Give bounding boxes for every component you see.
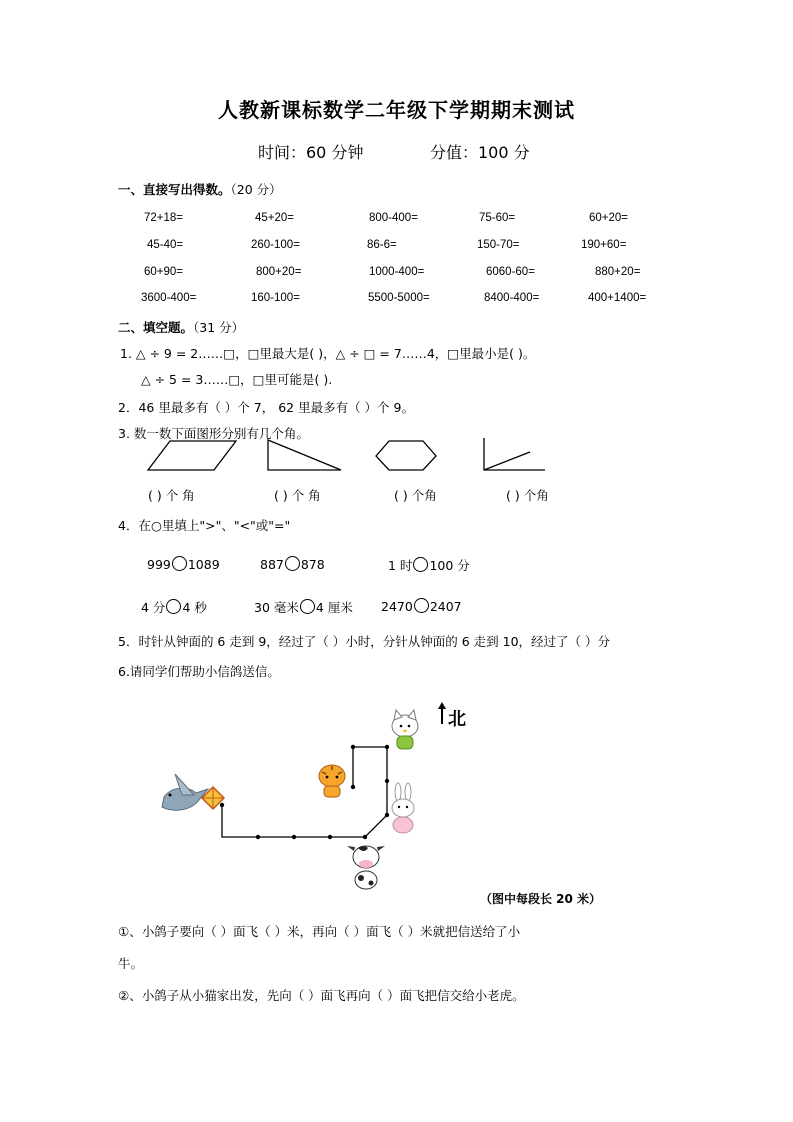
question-6: 6.请同学们帮助小信鸽送信。 xyxy=(118,664,280,679)
question-2: 2．46 里最多有（ ）个 7， 62 里最多有（ ）个 9。 xyxy=(118,400,414,415)
calc-item: 45-40= xyxy=(147,239,184,251)
calc-item: 60+20= xyxy=(589,212,629,224)
compare-circle xyxy=(285,556,300,571)
calc-item: 400+1400= xyxy=(588,292,647,304)
segment-note: （图中每段长 20 米） xyxy=(480,892,602,906)
tiger-icon xyxy=(319,765,345,797)
compare-left: 1 时 xyxy=(388,558,413,573)
calc-item: 1000-400= xyxy=(369,266,425,278)
compare-item xyxy=(388,556,470,574)
calc-item: 6060-60= xyxy=(486,266,535,278)
calc-item: 150-70= xyxy=(477,239,520,251)
right-triangle-shape xyxy=(268,440,341,470)
compare-left: 30 毫米 xyxy=(254,600,299,615)
compare-circle xyxy=(413,557,428,572)
compare-right: 878 xyxy=(300,557,325,572)
calc-item: 3600-400= xyxy=(141,292,197,304)
calc-item: 260-100= xyxy=(251,239,300,251)
compare-left: 999 xyxy=(147,557,171,572)
question-4: 4．在○里填上">"、"<"或"=" xyxy=(118,518,291,533)
route-dots xyxy=(220,745,389,839)
section2-title: 二、填空题。 xyxy=(118,320,194,335)
north-arrowhead-icon xyxy=(438,702,446,709)
section2-points: （31 分） xyxy=(193,320,245,335)
cat-icon xyxy=(392,710,418,749)
section1-title: 一、直接写出得数。 xyxy=(118,182,231,197)
compare-item xyxy=(141,598,207,616)
compare-left: 2470 xyxy=(381,599,413,614)
calc-item: 60+90= xyxy=(144,266,184,278)
question-1-line2: △ ÷ 5 = 3……□，□里可能是( ). xyxy=(141,372,333,387)
compare-item xyxy=(260,556,325,572)
rabbit-icon xyxy=(392,783,414,833)
calc-item: 8400-400= xyxy=(484,292,540,304)
calc-item: 75-60= xyxy=(479,212,516,224)
compare-right: 4 秒 xyxy=(182,600,207,615)
calc-item: 45+20= xyxy=(255,212,295,224)
time-info: 时间：60 分钟 xyxy=(258,143,364,162)
shape-answer: ( ) 个 角 xyxy=(274,488,321,503)
compare-right: 2407 xyxy=(429,599,462,614)
compare-circle xyxy=(172,556,187,571)
compare-circle xyxy=(166,599,181,614)
shape-answer: ( ) 个角 xyxy=(506,488,549,503)
compare-left: 887 xyxy=(260,557,284,572)
hexagon-shape xyxy=(376,441,436,470)
angle-shape xyxy=(484,438,545,470)
compare-item xyxy=(147,556,220,572)
angle-ray xyxy=(484,452,530,470)
compare-item xyxy=(254,598,353,616)
section1-heading xyxy=(118,180,282,198)
calc-item: 5500-5000= xyxy=(368,292,430,304)
calc-item: 190+60= xyxy=(581,239,627,251)
calc-item: 72+18= xyxy=(144,212,184,224)
calc-item: 800+20= xyxy=(256,266,302,278)
section2-heading xyxy=(118,318,244,336)
question-6-part1: ①、小鸽子要向（ ）面飞（ ）米，再向（ ）面飞（ ）米就把信送给了小 xyxy=(118,924,521,939)
parallelogram-shape xyxy=(148,441,236,470)
compare-right: 1089 xyxy=(187,557,220,572)
pigeon-icon xyxy=(162,774,208,810)
compare-circle xyxy=(414,598,429,613)
question-6-part2: ②、小鸽子从小猫家出发，先向（ ）面飞再向（ ）面飞把信交给小老虎。 xyxy=(118,988,525,1003)
compare-circle xyxy=(300,599,315,614)
compare-item xyxy=(381,598,462,614)
route-path xyxy=(222,747,387,837)
question-1-line1: 1. △ ÷ 9 = 2……□，□里最大是( )，△ ÷ □ = 7……4，□里最小是( )。 xyxy=(120,346,536,361)
compare-right: 100 分 xyxy=(429,558,470,573)
score-info: 分值：100 分 xyxy=(430,143,530,162)
question-6-part1-cont: 牛。 xyxy=(118,956,144,971)
question-5: 5．时针从钟面的 6 走到 9，经过了（ ）小时，分针从钟面的 6 走到 10，经过了（ ）分 xyxy=(118,634,611,649)
compare-right: 4 厘米 xyxy=(315,600,353,615)
question-3: 3. 数一数下面图形分别有几个角。 xyxy=(118,426,309,441)
compare-left: 4 分 xyxy=(141,600,166,615)
section1-points: （20 分） xyxy=(230,182,282,197)
calc-item: 160-100= xyxy=(251,292,300,304)
shape-answer: ( ) 个角 xyxy=(394,488,437,503)
shape-answer: ( ) 个 角 xyxy=(148,488,195,503)
calc-item: 800-400= xyxy=(369,212,418,224)
page-title: 人教新课标数学二年级下学期期末测试 xyxy=(218,98,575,122)
north-label: 北 xyxy=(448,709,466,730)
calc-item: 880+20= xyxy=(595,266,641,278)
calc-item: 86-6= xyxy=(367,239,397,251)
cow-icon xyxy=(347,846,385,889)
letter-icon xyxy=(202,787,224,809)
